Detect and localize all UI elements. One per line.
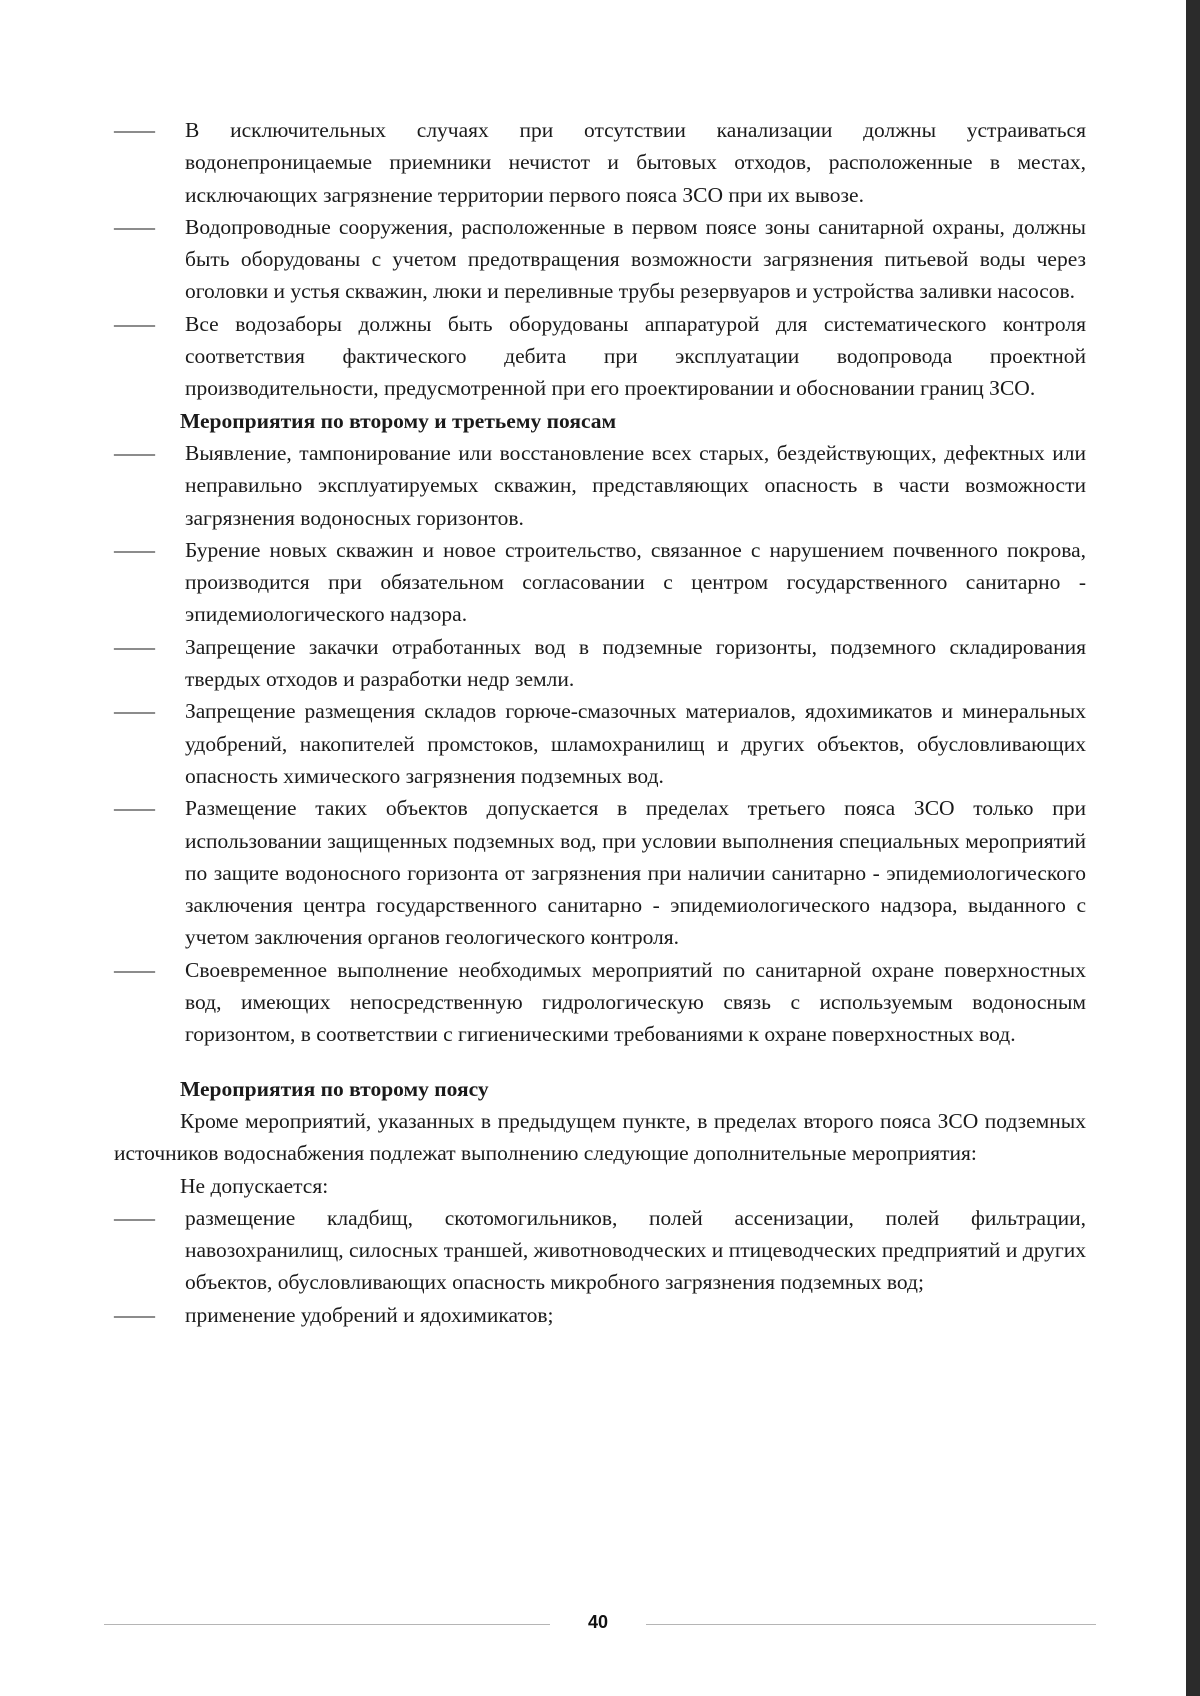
document-body: [114, 114, 1086, 1331]
dash-marker: ——: [114, 634, 153, 659]
list-item: [114, 534, 1086, 631]
dash-marker: ——: [114, 214, 153, 239]
footer-rule-right: [646, 1624, 1096, 1625]
dash-marker: ——: [114, 440, 153, 465]
intro-paragraph: Кроме мероприятий, указанных в предыдущем пункте, в пределах второго пояса ЗСО подземных источников водоснабжения подлежат выполнению следующие дополнительные мероприятия:: [114, 1108, 1086, 1166]
dash-marker: ——: [114, 1205, 153, 1230]
list-item-text: Бурение новых скважин и новое строительство, связанное с нарушением почвенного покрова, производится при обязательном согласовании с центром государственного санитарно - эпидемиологического надзора.: [185, 537, 1086, 627]
list-item-text: Водопроводные сооружения, расположенные в первом поясе зоны санитарной охраны, должны быть оборудованы с учетом предотвращения возможности загрязнения питьевой воды через оголовки и устья скважин, люки и переливные трубы резервуаров и устройства заливки насосов.: [185, 214, 1086, 304]
footer-rule-left: [104, 1624, 550, 1625]
list-item: [114, 1202, 1086, 1299]
page-edge: [1186, 0, 1200, 1696]
list-item: [114, 792, 1086, 953]
section-spacer: [114, 1051, 1086, 1073]
list-item-text: применение удобрений и ядохимикатов;: [185, 1302, 554, 1327]
dash-marker: ——: [114, 1302, 153, 1327]
list-item: [114, 695, 1086, 792]
dash-marker: ——: [114, 957, 153, 982]
list-item-text: Выявление, тампонирование или восстановление всех старых, бездействующих, дефектных или неправильно эксплуатируемых скважин, представляющих опасность в части возможности загрязнения водоносных горизонтов.: [185, 440, 1086, 530]
list-item: [114, 114, 1086, 211]
section-heading-second-belt: Мероприятия по второму поясу: [180, 1076, 489, 1101]
list-item-text: Своевременное выполнение необходимых мероприятий по санитарной охране поверхностных вод, имеющих непосредственную гидрологическую связь с используемым водоносным горизонтом, в соответствии с гигиеническими требованиями к охране поверхностных вод.: [185, 957, 1086, 1047]
section-heading-second-third-belts: Мероприятия по второму и третьему поясам: [180, 408, 617, 433]
not-allowed-label: Не допускается:: [180, 1173, 329, 1198]
list-item: [114, 211, 1086, 308]
list-item-text: Размещение таких объектов допускается в пределах третьего пояса ЗСО только при использовании защищенных подземных вод, при условии выполнения специальных мероприятий по защите водоносного горизонта от загрязнения при наличии санитарно - эпидемиологического заключения центра государственного санитарно - эпидемиологического надзора, выданного с учетом заключения органов геологического контроля.: [185, 796, 1086, 950]
list-item-text: Запрещение размещения складов горюче-смазочных материалов, ядохимикатов и минеральных удобрений, накопителей промстоков, шламохранилищ и других объектов, обусловливающих опасность химического загрязнения подземных вод.: [185, 699, 1086, 788]
list-item: [114, 954, 1086, 1051]
page-footer: [104, 1610, 1096, 1640]
dash-marker: ——: [114, 537, 153, 562]
dash-marker: ——: [114, 699, 153, 724]
dash-marker: ——: [114, 118, 153, 142]
list-item-text: Запрещение закачки отработанных вод в подземные горизонты, подземного складирования твердых отходов и разработки недр земли.: [185, 634, 1086, 692]
list-item-text: размещение кладбищ, скотомогильников, полей ассенизации, полей фильтрации, навозохранилищ, силосных траншей, животноводческих и птицеводческих предприятий и других объектов, обусловливающих опасность микробного загрязнения подземных вод;: [185, 1205, 1086, 1295]
list-item: [114, 437, 1086, 534]
list-item: [114, 631, 1086, 696]
list-item: [114, 308, 1086, 405]
list-item: [114, 1299, 1086, 1331]
page-number: 40: [587, 1612, 609, 1632]
list-item-text: В исключительных случаях при отсутствии канализации должны устраиваться водонепроницаемые приемники нечистот и бытовых отходов, расположенные в местах, исключающих загрязнение территории первого пояса ЗСО при их вывозе.: [185, 118, 1086, 207]
dash-marker: ——: [114, 311, 153, 336]
list-item-text: Все водозаборы должны быть оборудованы аппаратурой для систематического контроля соответствия фактического дебита при эксплуатации водопровода проектной производительности, предусмотренной при его проектировании и обосновании границ ЗСО.: [185, 311, 1086, 401]
dash-marker: ——: [114, 796, 153, 821]
